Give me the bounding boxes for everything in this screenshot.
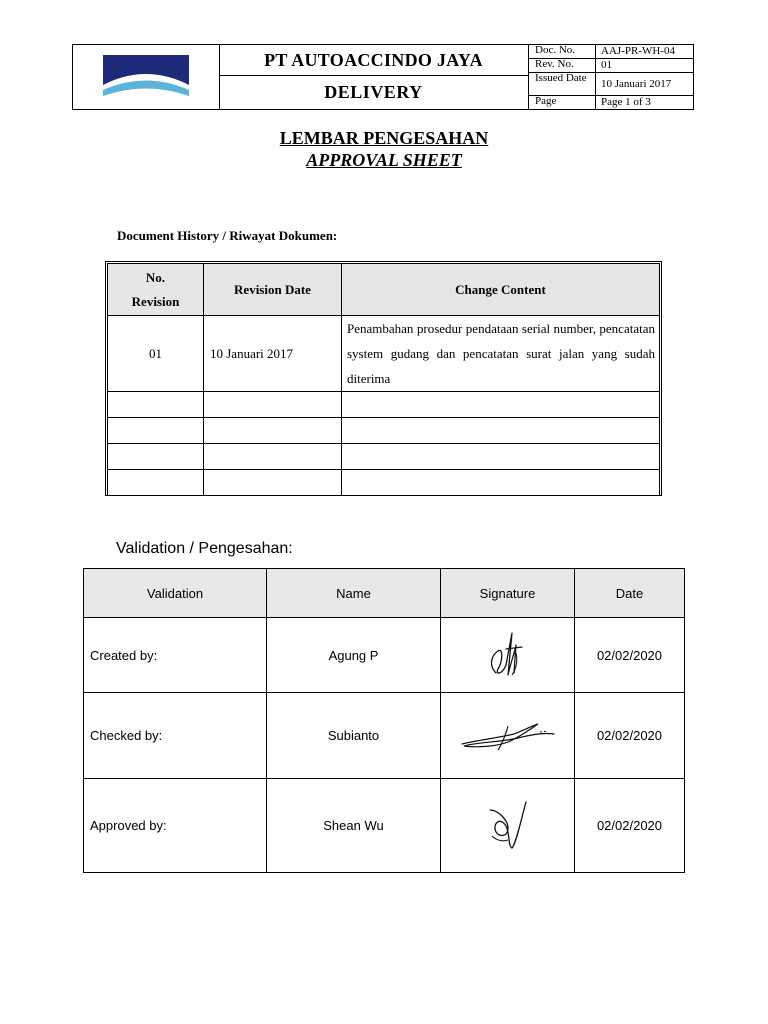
col-change-content: Change Content xyxy=(342,264,660,316)
meta-doc-no: Doc. No. AAJ-PR-WH-04 xyxy=(528,45,693,59)
revision-row xyxy=(108,316,660,392)
revision-header-row xyxy=(108,264,660,316)
history-heading: Document History / Riwayat Dokumen: xyxy=(117,228,338,243)
col-date: Date xyxy=(575,569,685,618)
meta-page: Page Page 1 of 3 xyxy=(528,96,693,109)
signature-cell xyxy=(441,693,575,779)
validation-row-approved xyxy=(84,779,685,873)
meta-rev-no: Rev. No. 01 xyxy=(528,59,693,73)
validation-date: 02/02/2020 xyxy=(575,693,685,779)
logo-cell xyxy=(73,45,220,109)
company-logo xyxy=(103,55,189,99)
signature-agung xyxy=(478,625,538,685)
validator-name: Shean Wu xyxy=(267,779,441,873)
col-signature: Signature xyxy=(441,569,575,618)
validator-name: Agung P xyxy=(267,618,441,693)
validation-header-row xyxy=(84,569,685,618)
signature-subianto xyxy=(458,716,558,756)
validation-date: 02/02/2020 xyxy=(575,618,685,693)
validation-table xyxy=(83,568,685,873)
title-cell xyxy=(219,45,529,109)
col-validation: Validation xyxy=(84,569,267,618)
validation-role: Checked by: xyxy=(84,693,267,779)
document-meta xyxy=(528,45,693,109)
signature-cell xyxy=(441,779,575,873)
revision-empty-row xyxy=(108,392,660,418)
department-name: DELIVERY xyxy=(324,82,423,102)
col-name: Name xyxy=(267,569,441,618)
col-revision-date: Revision Date xyxy=(204,264,342,316)
validator-name: Subianto xyxy=(267,693,441,779)
validation-role: Created by: xyxy=(84,618,267,693)
signature-shean-wu xyxy=(478,796,538,856)
validation-row-checked xyxy=(84,693,685,779)
meta-issued-date: Issued Date 10 Januari 2017 xyxy=(528,73,693,96)
signature-cell xyxy=(441,618,575,693)
col-no-revision: No. Revision xyxy=(108,264,204,316)
revision-empty-row xyxy=(108,470,660,496)
title-english: APPROVAL SHEET xyxy=(306,150,462,170)
validation-heading: Validation / Pengesahan: xyxy=(116,540,293,557)
revision-table xyxy=(105,261,662,496)
document-header xyxy=(72,44,694,110)
validation-role: Approved by: xyxy=(84,779,267,873)
validation-date: 02/02/2020 xyxy=(575,779,685,873)
revision-no: 01 xyxy=(108,316,204,392)
title-indonesian: LEMBAR PENGESAHAN xyxy=(279,128,489,148)
validation-row-created xyxy=(84,618,685,693)
revision-empty-row xyxy=(108,444,660,470)
revision-content: Penambahan prosedur pendataan serial number, pencatatan system gudang dan pencatatan surat jalan yang sudah diterima xyxy=(342,316,660,392)
revision-empty-row xyxy=(108,418,660,444)
company-name: PT AUTOACCINDO JAYA xyxy=(219,45,528,76)
revision-date: 10 Januari 2017 xyxy=(204,316,342,392)
